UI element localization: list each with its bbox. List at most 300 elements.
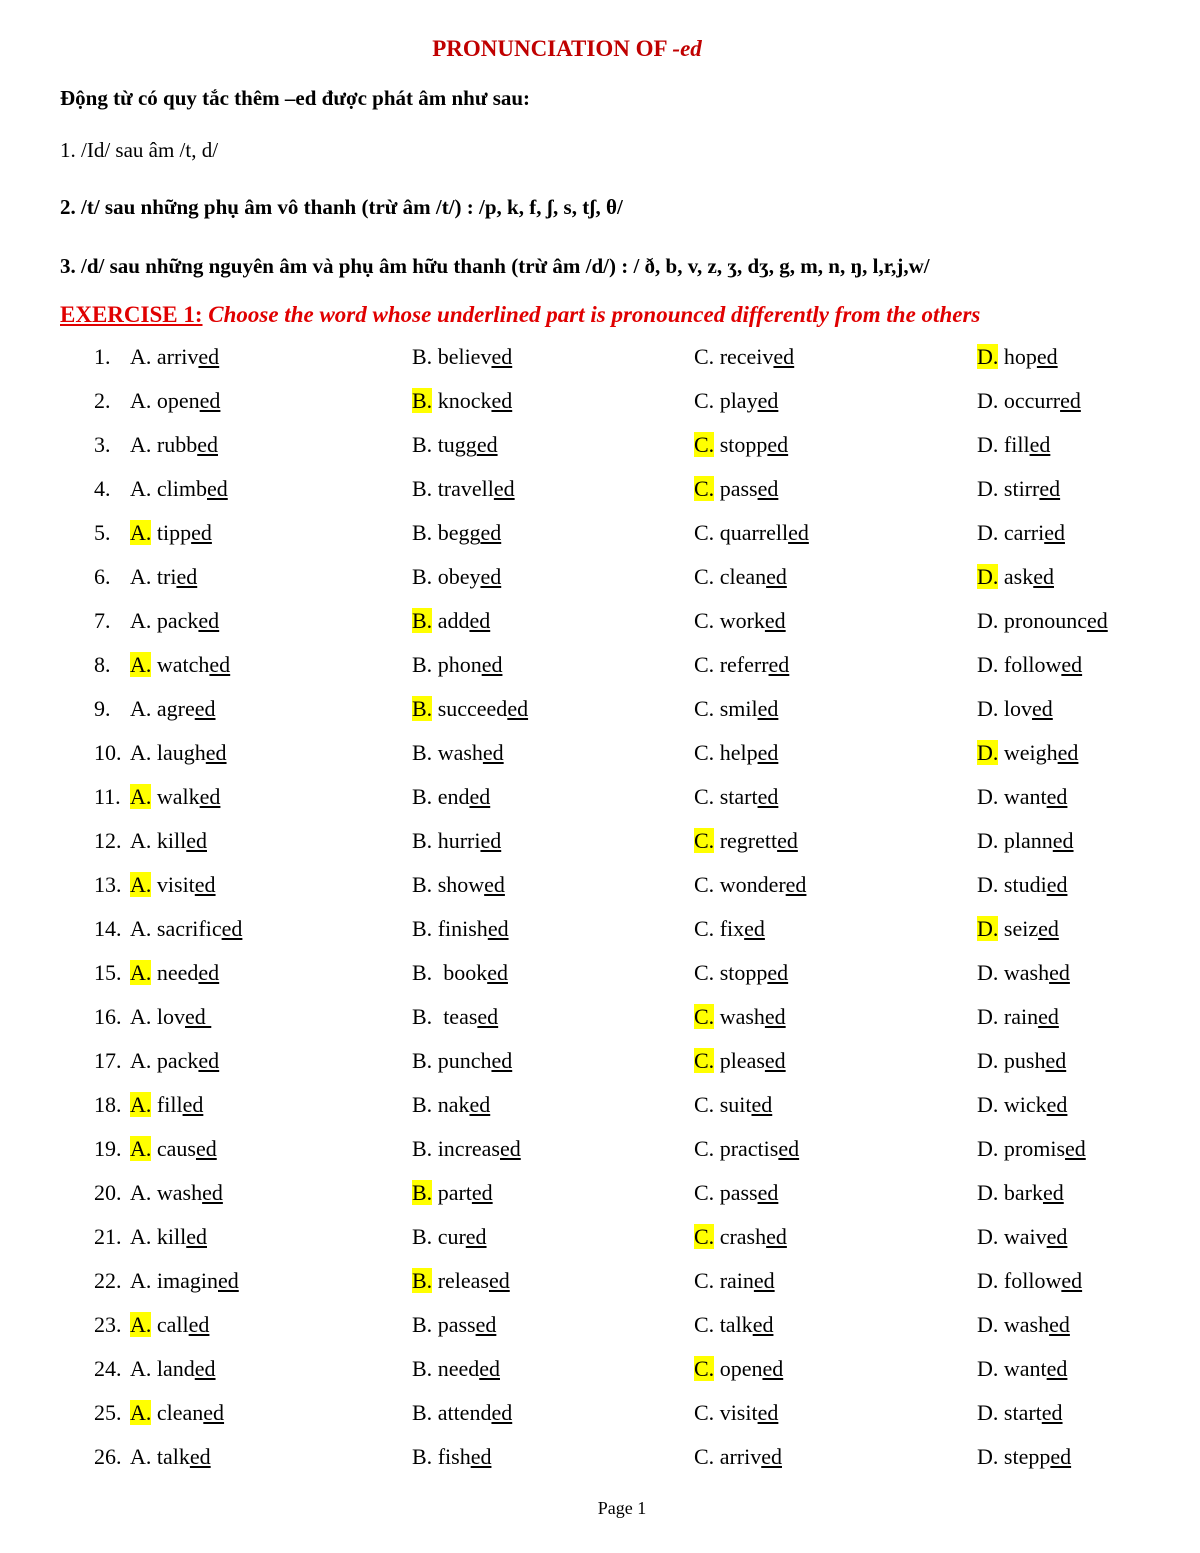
option-letter: C. (694, 1312, 715, 1337)
underlined-suffix: ed (757, 696, 779, 721)
option-letter: C. (694, 1136, 715, 1161)
underlined-suffix: ed (202, 1180, 223, 1205)
option-letter: B. (412, 608, 433, 633)
underlined-suffix: ed (493, 476, 515, 501)
option-d (977, 740, 1078, 766)
underlined-suffix: ed (469, 1092, 491, 1117)
option-d (977, 388, 1081, 414)
option-c (694, 1180, 778, 1206)
option-letter: A. (130, 652, 152, 677)
word-stem: book (432, 960, 488, 985)
option-c (694, 1048, 786, 1074)
word-stem: tri (151, 564, 177, 589)
underlined-suffix: ed (476, 432, 498, 457)
question-row (0, 1440, 1200, 1484)
option-a (130, 1004, 211, 1030)
option-letter: A. (130, 784, 152, 809)
option-letter: D. (977, 1224, 999, 1249)
option-letter: B. (412, 740, 433, 765)
underlined-suffix: ed (477, 1004, 499, 1029)
word-stem: end (432, 784, 470, 809)
option-d (977, 476, 1060, 502)
underlined-suffix: ed (198, 960, 220, 985)
option-d (977, 1444, 1071, 1470)
word-stem: add (432, 608, 470, 633)
underlined-suffix: ed (207, 476, 228, 501)
option-c (694, 1312, 773, 1338)
word-stem: punch (432, 1048, 492, 1073)
option-letter: D. (977, 1400, 999, 1425)
option-letter: C. (694, 564, 715, 589)
option-letter: C. (694, 916, 715, 941)
underlined-suffix: ed (186, 828, 207, 853)
option-d (977, 1356, 1067, 1382)
word-stem: tugg (432, 432, 477, 457)
option-letter: B. (412, 1444, 433, 1469)
option-letter: D. (977, 1268, 999, 1293)
underlined-suffix: ed (1046, 872, 1068, 897)
option-a (130, 696, 216, 722)
underlined-suffix: ed (194, 1356, 216, 1381)
option-letter: B. (412, 344, 433, 369)
word-stem: tipp (151, 520, 192, 545)
option-letter: D. (977, 432, 999, 457)
question-row (0, 956, 1200, 1000)
word-stem: studi (998, 872, 1047, 897)
underlined-suffix: ed (480, 564, 502, 589)
word-stem: plann (998, 828, 1053, 853)
option-letter: A. (130, 608, 152, 633)
question-row (0, 824, 1200, 868)
option-a (130, 1048, 219, 1074)
word-stem: referr (714, 652, 769, 677)
option-a (130, 916, 242, 942)
question-number: 7. (94, 608, 111, 633)
option-letter: A. (130, 520, 152, 545)
question-row (0, 868, 1200, 912)
underlined-suffix: ed (1049, 960, 1070, 985)
question-row (0, 1264, 1200, 1308)
option-letter: D. (977, 784, 999, 809)
word-stem: visit (714, 1400, 758, 1425)
option-letter: B. (412, 1268, 433, 1293)
option-letter: B. (412, 1136, 433, 1161)
word-stem: need (151, 960, 199, 985)
option-letter: C. (694, 1004, 715, 1029)
option-d (977, 608, 1108, 634)
option-letter: B. (412, 872, 433, 897)
underlined-suffix: ed (1038, 1004, 1059, 1029)
option-b (412, 1356, 500, 1382)
option-d (977, 1312, 1070, 1338)
question-row (0, 560, 1200, 604)
underlined-suffix: ed (1042, 1180, 1064, 1205)
underlined-suffix: ed (182, 1092, 204, 1117)
word-stem: succeed (432, 696, 508, 721)
word-stem: follow (998, 652, 1062, 677)
underlined-suffix: ed (487, 960, 508, 985)
word-stem: laugh (151, 740, 206, 765)
option-letter: C. (694, 1092, 715, 1117)
word-stem: want (998, 784, 1047, 809)
option-letter: C. (694, 1180, 715, 1205)
option-letter: D. (977, 696, 999, 721)
question-number: 14. (94, 916, 122, 941)
question-number: 15. (94, 960, 122, 985)
word-stem: sacrific (151, 916, 222, 941)
option-c (694, 1356, 783, 1382)
option-d (977, 872, 1067, 898)
word-stem: ask (998, 564, 1034, 589)
question-number: 11. (94, 784, 121, 809)
underlined-suffix: ed (469, 784, 491, 809)
option-letter: C. (694, 960, 715, 985)
option-letter: A. (130, 388, 152, 413)
question-row (0, 428, 1200, 472)
option-b (412, 520, 501, 546)
word-stem: stopp (714, 960, 768, 985)
option-c (694, 476, 778, 502)
option-letter: A. (130, 1444, 152, 1469)
underlined-suffix: ed (194, 696, 216, 721)
option-b (412, 1092, 490, 1118)
option-c (694, 1400, 778, 1426)
option-letter: A. (130, 916, 152, 941)
option-d (977, 1004, 1059, 1030)
option-letter: B. (412, 652, 433, 677)
underlined-suffix: ed (481, 652, 503, 677)
option-d (977, 1180, 1064, 1206)
question-row (0, 384, 1200, 428)
option-letter: C. (694, 872, 715, 897)
word-stem: fish (432, 1444, 471, 1469)
word-stem: arriv (714, 1444, 762, 1469)
underlined-suffix: ed (1052, 828, 1074, 853)
option-c (694, 784, 778, 810)
option-letter: C. (694, 1356, 715, 1381)
option-letter: B. (412, 1048, 433, 1073)
word-stem: wick (998, 1092, 1047, 1117)
word-stem: carri (998, 520, 1045, 545)
question-number: 16. (94, 1004, 122, 1029)
option-d (977, 1224, 1067, 1250)
underlined-suffix: ed (507, 696, 529, 721)
option-b (412, 388, 512, 414)
underlined-suffix: ed (491, 388, 513, 413)
word-stem: pass (432, 1312, 476, 1337)
question-row (0, 780, 1200, 824)
question-row (0, 1132, 1200, 1176)
option-letter: C. (694, 828, 715, 853)
underlined-suffix: ed (488, 1268, 510, 1293)
option-letter: D. (977, 872, 999, 897)
word-stem: obey (432, 564, 481, 589)
option-letter: A. (130, 1356, 152, 1381)
option-c (694, 564, 787, 590)
option-b (412, 564, 501, 590)
word-stem: wash (432, 740, 483, 765)
option-c (694, 740, 778, 766)
word-stem: start (998, 1400, 1042, 1425)
word-stem: cur (432, 1224, 466, 1249)
underlined-suffix: ed (788, 520, 809, 545)
word-stem: clean (151, 1400, 204, 1425)
underlined-suffix: ed (1039, 476, 1061, 501)
question-row (0, 648, 1200, 692)
question-number: 21. (94, 1224, 122, 1249)
option-d (977, 344, 1058, 370)
underlined-suffix: ed (195, 1136, 217, 1161)
option-letter: A. (130, 1092, 152, 1117)
option-b (412, 476, 515, 502)
question-number: 26. (94, 1444, 122, 1469)
option-d (977, 432, 1050, 458)
option-b (412, 652, 502, 678)
underlined-suffix: ed (744, 916, 765, 941)
underlined-suffix: ed (465, 1224, 487, 1249)
word-stem: pack (151, 608, 199, 633)
word-stem: open (714, 1356, 763, 1381)
page-title (0, 36, 1134, 62)
option-c (694, 432, 788, 458)
word-stem: stopp (714, 432, 768, 457)
option-letter: C. (694, 476, 715, 501)
option-d (977, 916, 1059, 942)
option-letter: B. (412, 1312, 433, 1337)
underlined-suffix: ed (764, 1004, 786, 1029)
option-a (130, 1356, 216, 1382)
question-number: 4. (94, 476, 111, 501)
question-number: 17. (94, 1048, 122, 1073)
option-letter: A. (130, 828, 152, 853)
option-letter: C. (694, 520, 715, 545)
underlined-suffix: ed (753, 1268, 775, 1293)
underlined-suffix: ed (499, 1136, 521, 1161)
option-letter: B. (412, 1356, 433, 1381)
word-stem: rubb (151, 432, 198, 457)
question-number: 10. (94, 740, 122, 765)
option-b (412, 1312, 496, 1338)
option-letter: C. (694, 344, 715, 369)
option-letter: B. (412, 388, 433, 413)
option-letter: A. (130, 740, 152, 765)
word-stem: play (714, 388, 758, 413)
option-letter: C. (694, 432, 715, 457)
underlined-suffix: ed (1046, 1092, 1068, 1117)
word-stem: crash (714, 1224, 767, 1249)
word-stem: follow (998, 1268, 1062, 1293)
underlined-suffix: ed (1049, 1312, 1070, 1337)
option-b (412, 1136, 521, 1162)
underlined-suffix: ed (757, 388, 779, 413)
word-stem: fill (151, 1092, 183, 1117)
option-d (977, 1268, 1082, 1294)
word-stem: hurri (432, 828, 481, 853)
option-a (130, 740, 227, 766)
word-stem: land (151, 1356, 195, 1381)
word-stem: fix (714, 916, 745, 941)
question-number: 18. (94, 1092, 122, 1117)
option-b (412, 1268, 510, 1294)
title-suffix: -ed (672, 36, 702, 61)
option-d (977, 652, 1082, 678)
underlined-suffix: ed (194, 872, 216, 897)
word-stem: work (714, 608, 765, 633)
option-c (694, 696, 778, 722)
question-number: 20. (94, 1180, 122, 1205)
underlined-suffix: ed (176, 564, 198, 589)
exercise-instruction: Choose the word whose underlined part is pronounced differently from the others (202, 302, 981, 327)
underlined-suffix: ed (766, 1224, 787, 1249)
word-stem: show (432, 872, 485, 897)
option-c (694, 1136, 799, 1162)
underlined-suffix: ed (752, 1312, 774, 1337)
word-stem: pronounc (998, 608, 1087, 633)
word-stem: waiv (998, 1224, 1047, 1249)
option-letter: D. (977, 388, 999, 413)
option-letter: A. (130, 432, 152, 457)
word-stem: visit (151, 872, 195, 897)
option-a (130, 608, 219, 634)
underlined-suffix: ed (487, 916, 509, 941)
word-stem: imagin (151, 1268, 218, 1293)
option-c (694, 960, 788, 986)
underlined-suffix: ed (1033, 564, 1054, 589)
word-stem: lov (998, 696, 1033, 721)
question-row (0, 736, 1200, 780)
option-letter: A. (130, 1180, 152, 1205)
rule-3: 3. /d/ sau những nguyên âm và phụ âm hữu thanh (trừ âm /d/) : / ð, b, v, z, ʒ, dʒ, g, m, n, ŋ, l,r,j,w/ (60, 254, 930, 278)
option-letter: A. (130, 1224, 152, 1249)
underlined-suffix: ed (778, 1136, 800, 1161)
question-list (0, 340, 1200, 1484)
underlined-suffix: ed (198, 608, 220, 633)
option-letter: D. (977, 1444, 999, 1469)
rule-1: 1. /Id/ sau âm /t, d/ (60, 138, 219, 162)
option-letter: D. (977, 652, 999, 677)
underlined-suffix: ed (757, 1400, 779, 1425)
option-letter: D. (977, 960, 999, 985)
option-letter: D. (977, 476, 999, 501)
word-stem: kill (151, 828, 187, 853)
underlined-suffix: ed (218, 1268, 239, 1293)
word-stem: kill (151, 1224, 187, 1249)
underlined-suffix: ed (761, 1444, 782, 1469)
question-number: 13. (94, 872, 122, 897)
option-letter: D. (977, 1004, 999, 1029)
underlined-suffix: ed (1032, 696, 1053, 721)
underlined-suffix: ed (185, 1004, 212, 1029)
underlined-suffix: ed (1065, 1136, 1086, 1161)
option-letter: A. (130, 476, 152, 501)
option-c (694, 1268, 775, 1294)
underlined-suffix: ed (1046, 784, 1068, 809)
question-number: 12. (94, 828, 122, 853)
option-letter: A. (130, 1048, 152, 1073)
exercise-heading (60, 302, 980, 328)
word-stem: pass (714, 1180, 758, 1205)
option-letter: B. (412, 564, 433, 589)
underlined-suffix: ed (470, 1444, 492, 1469)
underlined-suffix: ed (1061, 652, 1083, 677)
word-stem: open (151, 388, 200, 413)
word-stem: pleas (714, 1048, 765, 1073)
option-a (130, 872, 216, 898)
option-d (977, 1092, 1067, 1118)
option-c (694, 916, 765, 942)
option-letter: A. (130, 872, 152, 897)
option-b (412, 740, 504, 766)
option-letter: D. (977, 1092, 999, 1117)
option-letter: B. (412, 828, 433, 853)
word-stem: weigh (998, 740, 1058, 765)
option-a (130, 520, 212, 546)
option-b (412, 432, 498, 458)
word-stem: believ (432, 344, 492, 369)
option-letter: C. (694, 784, 715, 809)
question-row (0, 516, 1200, 560)
question-row (0, 912, 1200, 956)
word-stem: wash (151, 1180, 203, 1205)
option-d (977, 1048, 1066, 1074)
option-letter: C. (694, 1048, 715, 1073)
underlined-suffix: ed (1029, 432, 1051, 457)
option-a (130, 476, 228, 502)
option-letter: A. (130, 564, 152, 589)
word-stem: wash (998, 1312, 1050, 1337)
word-stem: suit (714, 1092, 752, 1117)
word-stem: hop (998, 344, 1037, 369)
option-a (130, 1312, 209, 1338)
option-letter: D. (977, 828, 999, 853)
question-number: 8. (94, 652, 111, 677)
option-a (130, 960, 219, 986)
underlined-suffix: ed (491, 1048, 513, 1073)
option-letter: C. (694, 740, 715, 765)
question-number: 19. (94, 1136, 122, 1161)
question-row (0, 1352, 1200, 1396)
underlined-suffix: ed (482, 740, 504, 765)
option-letter: D. (977, 1136, 999, 1161)
question-row (0, 1044, 1200, 1088)
option-c (694, 1004, 786, 1030)
question-row (0, 604, 1200, 648)
option-letter: C. (694, 1444, 715, 1469)
option-b (412, 696, 528, 722)
rule-2: 2. /t/ sau những phụ âm vô thanh (trừ âm /t/) : /p, k, f, ʃ, s, tʃ, θ/ (60, 195, 623, 219)
question-row (0, 472, 1200, 516)
option-letter: B. (412, 432, 433, 457)
option-d (977, 960, 1070, 986)
word-stem: walk (151, 784, 200, 809)
option-d (977, 564, 1054, 590)
option-b (412, 344, 512, 370)
underlined-suffix: ed (1061, 1268, 1083, 1293)
option-letter: C. (694, 1400, 715, 1425)
word-stem: clean (714, 564, 767, 589)
option-a (130, 1092, 203, 1118)
option-letter: D. (977, 608, 999, 633)
question-row (0, 340, 1200, 384)
word-stem: receiv (714, 344, 774, 369)
option-letter: B. (412, 916, 433, 941)
word-stem: releas (432, 1268, 489, 1293)
underlined-suffix: ed (1046, 1224, 1068, 1249)
word-stem: need (432, 1356, 480, 1381)
underlined-suffix: ed (469, 608, 491, 633)
option-d (977, 520, 1065, 546)
word-stem: finish (432, 916, 488, 941)
